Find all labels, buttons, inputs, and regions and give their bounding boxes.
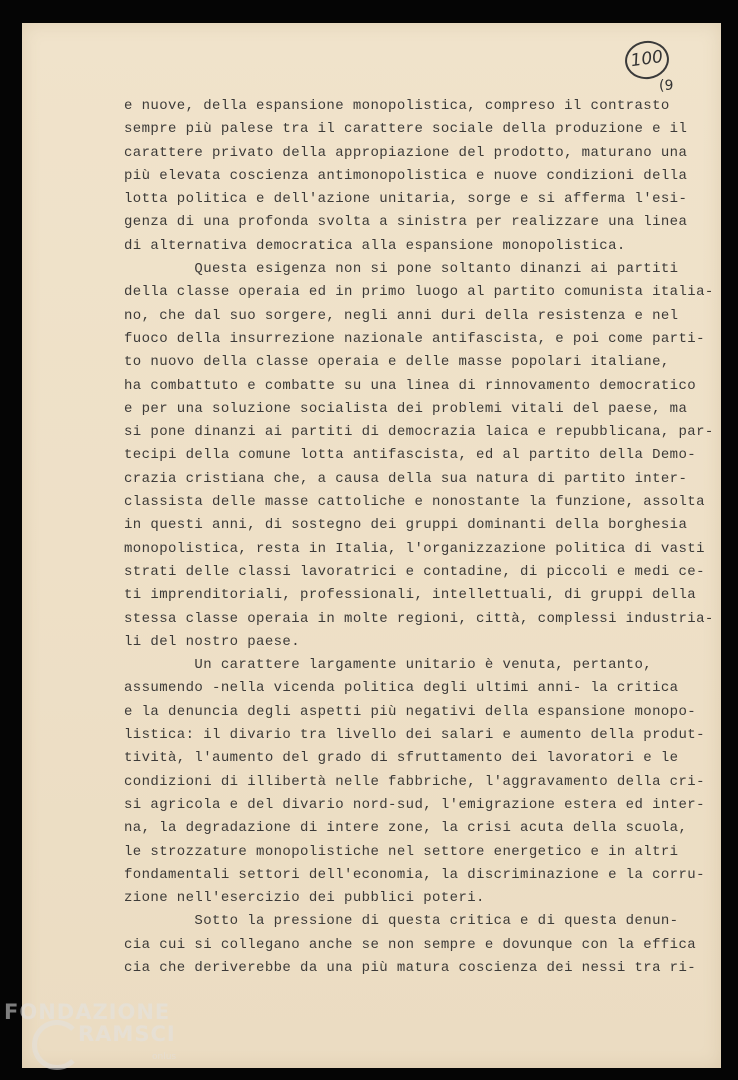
text-line: Un carattere largamente unitario è venuta, pertanto, (124, 657, 653, 674)
text-line: cia che deriverebbe da una più matura coscienza dei nessi tra ri- (124, 959, 697, 976)
text-line: di alternativa democratica alla espansione monopolistica. (124, 237, 626, 254)
text-line: crazia cristiana che, a causa della sua natura di partito inter- (124, 470, 688, 487)
text-line: e la denuncia degli aspetti più negativi della espansione monopo- (124, 703, 697, 720)
text-line: fuoco della insurrezione nazionale antifascista, e poi come parti- (124, 330, 705, 347)
text-line: lotta politica e dell'azione unitaria, sorge e si afferma l'esi- (124, 191, 688, 208)
text-line: cia cui si collegano anche se non sempre e dovunque con la effica (124, 936, 697, 953)
text-line: si pone dinanzi ai partiti di democrazia laica e repubblicana, par- (124, 424, 714, 441)
text-line: Questa esigenza non si pone soltanto dinanzi ai partiti (124, 261, 679, 278)
text-line: Sotto la pressione di questa critica e di questa denun- (124, 913, 679, 930)
page-number-stamp: 100 (623, 38, 672, 82)
foundation-watermark (4, 1000, 177, 1062)
text-line: si agricola e del divario nord-sud, l'emigrazione estera ed inter- (124, 796, 705, 813)
text-line: strati delle classi lavoratrici e contadine, di piccoli e medi ce- (124, 563, 705, 580)
text-line: fondamentali settori dell'economia, la discriminazione e la corru- (124, 866, 705, 883)
text-line: genza di una profonda svolta a sinistra per realizzare una linea (124, 214, 688, 231)
text-line: le strozzature monopolistiche nel settore energetico e in altri (124, 843, 679, 860)
text-line: e per una soluzione socialista dei problemi vitali del paese, ma (124, 400, 688, 417)
text-line: monopolistica, resta in Italia, l'organizzazione politica di vasti (124, 540, 705, 557)
text-line: listica: il divario tra livello dei salari e aumento della produt- (124, 727, 705, 744)
text-line: ti imprenditoriali, professionali, intellettuali, di gruppi della (124, 587, 697, 604)
text-line: zione nell'esercizio dei pubblici poteri. (124, 890, 485, 907)
text-line: condizioni di illibertà nelle fabbriche, l'aggravamento della cri- (124, 773, 705, 790)
gramsci-logo-icon (32, 1020, 82, 1070)
text-line: sempre più palese tra il carattere sociale della produzione e il (124, 121, 688, 138)
typewritten-text (124, 95, 714, 980)
watermark-line2: RAMSCI (78, 1022, 176, 1046)
text-line: na, la degradazione di intere zone, la crisi acuta della scuola, (124, 820, 688, 837)
text-line: e nuove, della espansione monopolistica, compreso il contrasto (124, 98, 670, 114)
watermark-tag: onlus (152, 1052, 177, 1062)
text-line: in questi anni, di sostegno dei gruppi dominanti della borghesia (124, 517, 688, 534)
text-line: classista delle masse cattoliche e nonostante la funzione, assolta (124, 494, 705, 511)
text-line: tecipi della comune lotta antifascista, ed al partito della Demo- (124, 447, 697, 464)
text-line: assumendo -nella vicenda politica degli ultimi anni- la critica (124, 680, 679, 697)
text-line: più elevata coscienza antimonopolistica e nuove condizioni della (124, 167, 688, 184)
text-line: ha combattuto e combatte su una linea di rinnovamento democratico (124, 377, 697, 394)
watermark-line1: FONDAZIONE (4, 1000, 171, 1024)
text-line: della classe operaia ed in primo luogo al partito comunista italia- (124, 284, 714, 301)
text-line: carattere privato della appropiazione del prodotto, maturano una (124, 144, 688, 161)
text-line: tività, l'aumento del grado di sfruttamento dei lavoratori e le (124, 750, 679, 767)
text-line: to nuovo della classe operaia e delle masse popolari italiane, (124, 354, 670, 371)
text-line: stessa classe operaia in molte regioni, città, complessi industria- (124, 610, 714, 627)
folio-number: (9 (659, 78, 674, 94)
text-line: no, che dal suo sorgere, negli anni duri della resistenza e nel (124, 307, 679, 324)
text-line: li del nostro paese. (124, 633, 301, 650)
